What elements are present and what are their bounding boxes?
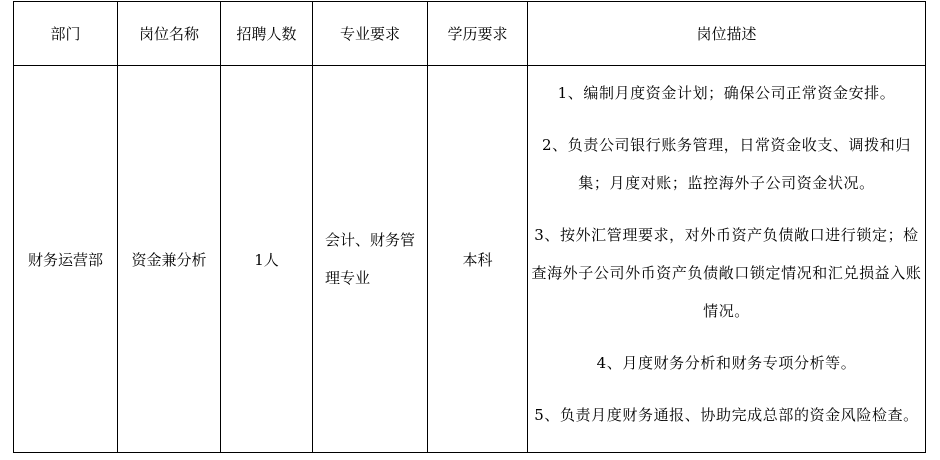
cell-major [313,66,428,453]
cell-department: 财务运营部 [14,66,118,453]
header-major: 专业要求 [313,2,428,66]
cell-education: 本科 [428,66,528,453]
job-requirements-table [13,1,926,453]
cell-position: 资金兼分析 [118,66,221,453]
description-list [528,70,925,434]
description-item-3: 3、按外汇管理要求，对外币资产负债敞口进行锁定；检查海外子公司外币资产负债敞口锁定情况和汇兑损益入账情况。 [531,226,922,320]
major-line-1: 会计、财务管 [324,231,415,249]
table-header-row [14,2,926,66]
major-text [325,221,415,297]
header-education: 学历要求 [428,2,528,66]
major-line-2: 理专业 [324,269,370,287]
table-row [14,66,926,453]
description-item-1: 1、编制月度资金计划；确保公司正常资金安排。 [557,84,896,102]
header-department: 部门 [14,2,118,66]
cell-headcount: 1人 [221,66,313,453]
description-item-5: 5、负责月度财务通报、协助完成总部的资金风险检查。 [534,406,919,424]
description-item-2: 2、负责公司银行账务管理，日常资金收支、调拨和归集；月度对账；监控海外子公司资金状况。 [542,136,911,192]
header-position: 岗位名称 [118,2,221,66]
cell-description [528,66,926,453]
header-headcount: 招聘人数 [221,2,313,66]
description-item-4: 4、月度财务分析和财务专项分析等。 [596,354,857,372]
header-description: 岗位描述 [528,2,926,66]
